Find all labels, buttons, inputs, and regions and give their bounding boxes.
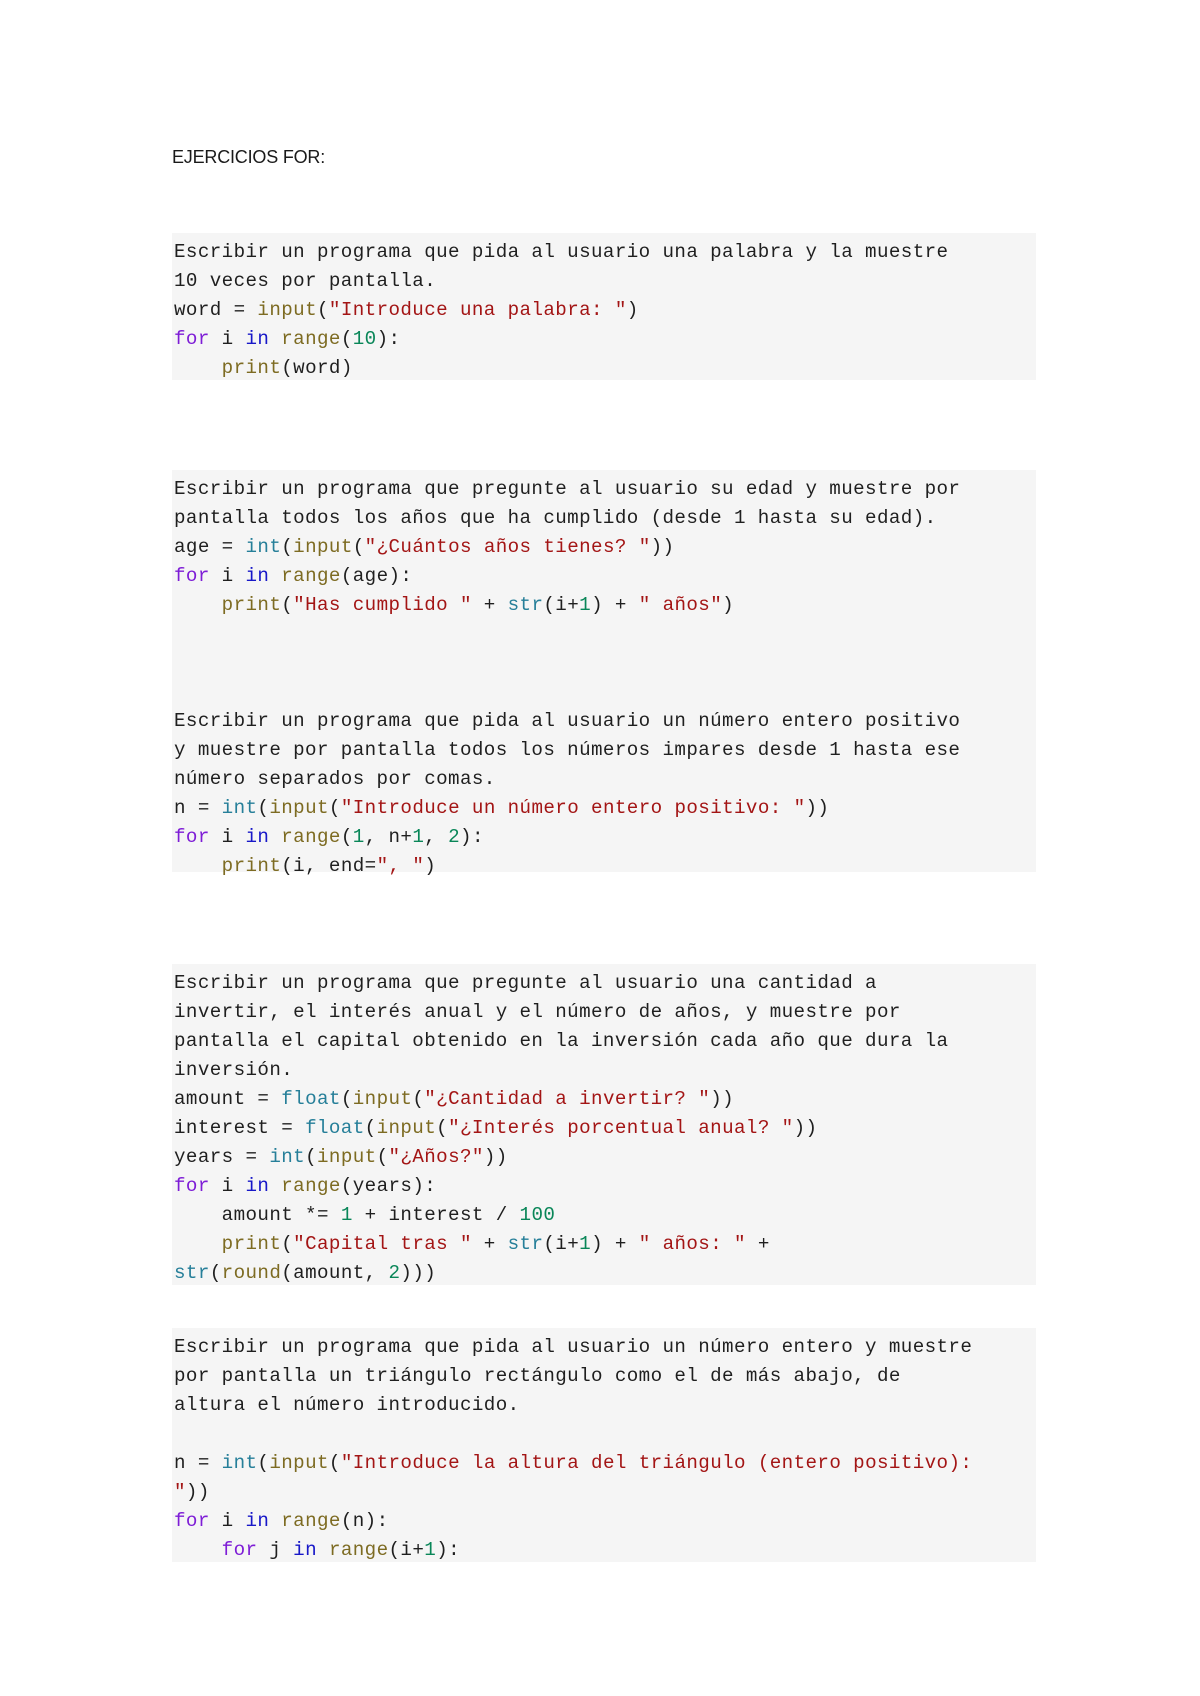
- code-block-word-repeat: [172, 233, 1036, 380]
- code-token: y muestre por pantalla todos los números impares desde 1 hasta ese: [174, 739, 961, 761]
- code-token: (: [364, 1117, 377, 1139]
- code-token: input: [269, 1452, 329, 1474]
- code-token: 1: [579, 594, 592, 616]
- code-token: (amount,: [281, 1262, 389, 1284]
- code-token: " años": [638, 594, 723, 616]
- code-token: for: [174, 565, 210, 587]
- code-token: int: [269, 1146, 306, 1168]
- code-token: (i+: [543, 1233, 580, 1255]
- code-token: [174, 1233, 222, 1255]
- code-line: [174, 562, 1036, 591]
- code-token: range: [328, 1539, 389, 1561]
- code-token: 1: [412, 826, 425, 848]
- code-token: range: [281, 826, 341, 848]
- code-token: (n):: [340, 1510, 389, 1532]
- code-token: (: [305, 1146, 317, 1168]
- code-token: Escribir un programa que pida al usuario un número entero positivo: [174, 710, 961, 732]
- code-token: [269, 565, 281, 587]
- code-token: )): [650, 536, 675, 558]
- code-token: print: [221, 357, 282, 379]
- code-token: i: [209, 565, 246, 587]
- code-line: [174, 765, 1036, 794]
- code-token: Escribir un programa que pida al usuario un número entero y muestre: [174, 1336, 973, 1358]
- code-token: str: [507, 1233, 544, 1255]
- code-token: interest =: [174, 1117, 306, 1139]
- code-token: (: [281, 1233, 294, 1255]
- code-token: for: [174, 1175, 210, 1197]
- code-token: range: [281, 565, 341, 587]
- code-token: for: [221, 1539, 258, 1561]
- code-token: int: [221, 1452, 258, 1474]
- code-line: [174, 354, 1036, 383]
- code-token: amount =: [174, 1088, 282, 1110]
- code-token: (: [257, 1452, 270, 1474]
- code-line: [174, 1362, 1036, 1391]
- code-line: [174, 736, 1036, 765]
- code-line: [174, 1201, 1036, 1230]
- code-token: [269, 328, 281, 350]
- code-token: ):: [376, 328, 401, 350]
- code-token: " años: ": [638, 1233, 746, 1255]
- code-token: +: [471, 594, 508, 616]
- code-token: (: [412, 1088, 425, 1110]
- code-line: [174, 794, 1036, 823]
- code-token: (i+: [388, 1539, 425, 1561]
- code-token: round: [221, 1262, 282, 1284]
- code-line: [174, 1478, 1036, 1507]
- code-token: Escribir un programa que pregunte al usuario una cantidad a: [174, 972, 877, 994]
- code-token: 10 veces por pantalla.: [174, 270, 437, 292]
- code-token: [269, 826, 281, 848]
- code-token: input: [317, 1146, 377, 1168]
- code-token: (: [376, 1146, 389, 1168]
- code-line: [174, 620, 1036, 649]
- code-token: , n+: [364, 826, 413, 848]
- code-token: [174, 1539, 222, 1561]
- code-line: [174, 852, 1036, 881]
- code-line: [174, 325, 1036, 354]
- code-token: j: [257, 1539, 294, 1561]
- code-token: [174, 855, 222, 877]
- code-token: pantalla todos los años que ha cumplido (desde 1 hasta su edad).: [174, 507, 937, 529]
- code-token: (: [352, 536, 365, 558]
- code-line: [174, 1449, 1036, 1478]
- code-line: [174, 1333, 1036, 1362]
- code-token: )): [185, 1481, 210, 1503]
- code-line: [174, 1507, 1036, 1536]
- code-token: "Has cumplido ": [293, 594, 472, 616]
- code-block-triangle: [172, 1328, 1036, 1562]
- code-token: pantalla el capital obtenido en la inversión cada año que dura la: [174, 1030, 949, 1052]
- code-line: [174, 707, 1036, 736]
- code-line: [174, 1027, 1036, 1056]
- code-token: [269, 1175, 281, 1197]
- code-token: (age):: [340, 565, 413, 587]
- code-token: in: [245, 328, 270, 350]
- code-token: int: [221, 797, 258, 819]
- code-token: número separados por comas.: [174, 768, 496, 790]
- code-token: (i+: [543, 594, 580, 616]
- code-token: input: [376, 1117, 437, 1139]
- code-token: [317, 1539, 329, 1561]
- code-token: )): [710, 1088, 735, 1110]
- code-token: print: [221, 1233, 282, 1255]
- code-token: range: [281, 1175, 341, 1197]
- code-line: [174, 1085, 1036, 1114]
- code-block-investment: [172, 964, 1036, 1285]
- code-token: word =: [174, 299, 258, 321]
- code-line: [174, 823, 1036, 852]
- code-token: years =: [174, 1146, 270, 1168]
- code-token: ) +: [591, 594, 639, 616]
- code-token: (: [209, 1262, 222, 1284]
- code-line: [174, 533, 1036, 562]
- code-line: [174, 267, 1036, 296]
- code-token: ):: [460, 826, 484, 848]
- code-token: in: [245, 1175, 270, 1197]
- code-token: por pantalla un triángulo rectángulo como el de más abajo, de: [174, 1365, 901, 1387]
- code-token: "¿Cantidad a invertir? ": [424, 1088, 711, 1110]
- code-token: )): [483, 1146, 508, 1168]
- code-token: Escribir un programa que pida al usuario una palabra y la muestre: [174, 241, 949, 263]
- code-token: for: [174, 328, 210, 350]
- code-token: ):: [436, 1539, 461, 1561]
- code-token: input: [269, 797, 329, 819]
- code-token: (: [436, 1117, 449, 1139]
- code-token: (: [316, 299, 329, 321]
- code-token: ": [174, 1481, 186, 1503]
- code-token: Escribir un programa que pregunte al usuario su edad y muestre por: [174, 478, 961, 500]
- code-token: [269, 1510, 281, 1532]
- code-token: altura el número introducido.: [174, 1394, 520, 1416]
- code-token: "Introduce un número entero positivo: ": [340, 797, 806, 819]
- code-token: in: [245, 565, 270, 587]
- code-token: float: [281, 1088, 341, 1110]
- code-token: "Introduce una palabra: ": [328, 299, 627, 321]
- code-token: int: [245, 536, 282, 558]
- code-token: float: [305, 1117, 365, 1139]
- code-token: 1: [352, 826, 365, 848]
- code-token: ) +: [591, 1233, 639, 1255]
- code-line: [174, 1056, 1036, 1085]
- code-line: [174, 296, 1036, 325]
- code-line: [174, 1259, 1036, 1288]
- code-line: [174, 1143, 1036, 1172]
- code-line: [174, 1230, 1036, 1259]
- code-token: 2: [448, 826, 461, 848]
- code-token: inversión.: [174, 1059, 294, 1081]
- code-token: i: [209, 826, 246, 848]
- code-token: amount *=: [174, 1204, 341, 1226]
- code-token: age =: [174, 536, 246, 558]
- code-line: [174, 1420, 1036, 1449]
- code-token: "¿Cuántos años tienes? ": [364, 536, 651, 558]
- code-token: print: [221, 594, 282, 616]
- code-token: 100: [519, 1204, 556, 1226]
- code-token: 10: [352, 328, 377, 350]
- code-token: 2: [388, 1262, 401, 1284]
- code-token: 1: [424, 1539, 437, 1561]
- code-token: [174, 357, 222, 379]
- code-token: (years):: [340, 1175, 437, 1197]
- code-token: n =: [174, 1452, 222, 1474]
- code-token: (word): [281, 357, 353, 379]
- code-line: [174, 1172, 1036, 1201]
- code-token: n =: [174, 797, 222, 819]
- code-token: ): [424, 855, 437, 877]
- code-token: for: [174, 826, 210, 848]
- code-token: range: [281, 328, 341, 350]
- code-token: str: [174, 1262, 210, 1284]
- code-token: invertir, el interés anual y el número de años, y muestre por: [174, 1001, 901, 1023]
- code-line: [174, 1114, 1036, 1143]
- code-token: +: [471, 1233, 508, 1255]
- code-token: )): [805, 797, 830, 819]
- code-token: str: [507, 594, 544, 616]
- code-token: in: [293, 1539, 318, 1561]
- code-token: (: [340, 826, 353, 848]
- code-token: i: [209, 328, 246, 350]
- code-token: (: [340, 328, 353, 350]
- code-token: ): [626, 299, 639, 321]
- code-line: [174, 998, 1036, 1027]
- code-line: [174, 678, 1036, 707]
- code-token: ): [722, 594, 735, 616]
- page-title: EJERCICIOS FOR:: [172, 147, 326, 167]
- code-token: (: [281, 536, 294, 558]
- code-line: [174, 591, 1036, 620]
- code-token: (i, end=: [281, 855, 377, 877]
- code-token: + interest /: [352, 1204, 520, 1226]
- code-token: input: [352, 1088, 413, 1110]
- code-token: ", ": [376, 855, 425, 877]
- code-token: ))): [400, 1262, 449, 1284]
- code-line: [174, 504, 1036, 533]
- code-line: [174, 1391, 1036, 1420]
- code-token: (: [340, 1088, 353, 1110]
- code-token: )): [793, 1117, 818, 1139]
- code-token: (: [328, 1452, 341, 1474]
- code-line: [174, 649, 1036, 678]
- code-token: +: [745, 1233, 770, 1255]
- code-token: [174, 594, 222, 616]
- code-token: ,: [424, 826, 449, 848]
- code-line: [174, 475, 1036, 504]
- code-token: 1: [340, 1204, 353, 1226]
- code-token: i: [209, 1175, 246, 1197]
- code-token: i: [209, 1510, 246, 1532]
- code-token: in: [245, 826, 270, 848]
- code-token: input: [293, 536, 353, 558]
- code-token: print: [221, 855, 282, 877]
- code-token: for: [174, 1510, 210, 1532]
- code-token: input: [257, 299, 317, 321]
- code-token: (: [257, 797, 270, 819]
- code-line: [174, 969, 1036, 998]
- code-block-age-and-odd-numbers: [172, 470, 1036, 877]
- code-token: "¿Interés porcentual anual? ": [448, 1117, 794, 1139]
- code-line: [174, 1536, 1036, 1565]
- code-token: 1: [579, 1233, 592, 1255]
- code-token: "Introduce la altura del triángulo (entero positivo):: [340, 1452, 973, 1474]
- code-token: in: [245, 1510, 270, 1532]
- code-token: (: [281, 594, 294, 616]
- code-token: "Capital tras ": [293, 1233, 472, 1255]
- code-line: [174, 238, 1036, 267]
- code-token: "¿Años?": [388, 1146, 484, 1168]
- code-token: (: [328, 797, 341, 819]
- code-token: range: [281, 1510, 341, 1532]
